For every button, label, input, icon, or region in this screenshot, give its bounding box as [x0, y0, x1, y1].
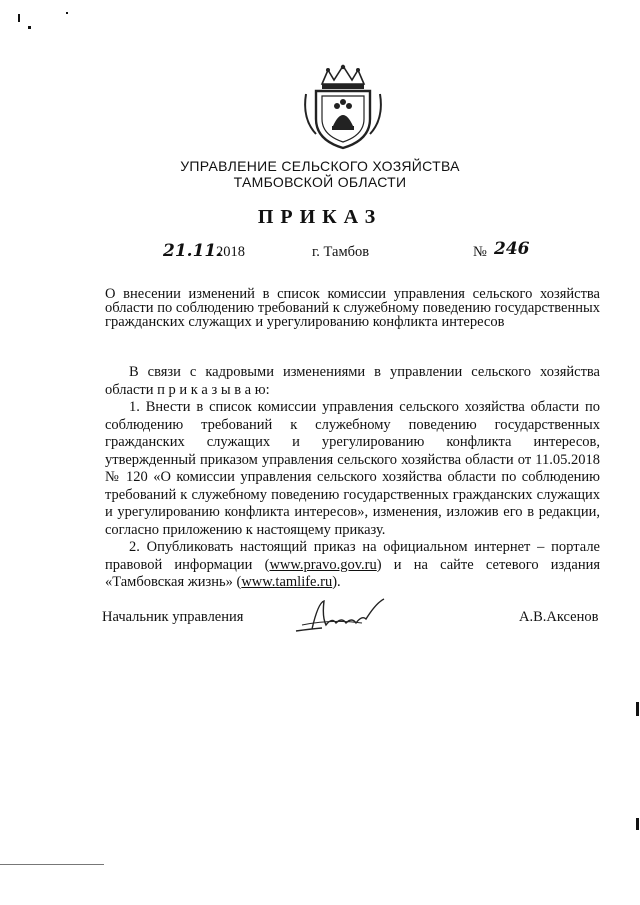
number-label: №	[473, 244, 487, 260]
document-year: 2018	[216, 244, 245, 260]
handwritten-date: 21.11.	[163, 241, 223, 261]
pravo-link[interactable]: www.pravo.gov.ru	[269, 556, 377, 573]
item-2	[105, 539, 600, 592]
intro-text: В связи с кадровыми изменениями в управлении сельского хозяйства области	[105, 364, 600, 398]
handwritten-number: 246	[494, 239, 530, 259]
scan-edge-mark	[636, 818, 639, 830]
handwritten-signature	[292, 595, 387, 635]
tamlife-link[interactable]: www.tamlife.ru	[241, 574, 333, 590]
order-word: п р и к а з ы в а ю:	[157, 381, 270, 398]
org-name-line1: УПРАВЛЕНИЕ СЕЛЬСКОГО ХОЗЯЙСТВА	[180, 158, 460, 174]
scan-speck	[18, 14, 20, 22]
footer-rule	[0, 864, 104, 865]
document-body	[105, 364, 600, 592]
scan-speck	[28, 26, 31, 29]
coat-of-arms-emblem	[300, 64, 386, 150]
item-2-end: ).	[332, 574, 341, 590]
document-title: ПРИКАЗ	[257, 206, 383, 228]
intro-paragraph	[105, 364, 600, 399]
signatory-role: Начальник управления	[102, 609, 244, 625]
item-2-text: 2. Опубликовать настоящий приказ на официальном интернет – портале правовой информации (	[105, 539, 600, 573]
document-city: г. Тамбов	[312, 244, 370, 260]
item-2-middle: ) и на сайте сетевого издания «Тамбовская жизнь» (	[105, 556, 601, 590]
org-name-line2: ТАМБОВСКОЙ ОБЛАСТИ	[233, 174, 407, 190]
item-1: 1. Внести в список комиссии управления сельского хозяйства области по соблюдению требований к служебному поведению государственных гражданских служащих и урегулированию конфликта интересов, утвержденный приказом управления сельского хозяйства области от 11.05.2018 № 120 «О комиссии управления сельского хозяйства области по соблюдению требований к служебному поведению государственных гражданских служащих и урегулированию конфликта интересов», изменения, изложив его в редакции, согласно приложению к настоящему приказу.	[105, 399, 600, 538]
scan-speck	[66, 12, 68, 14]
document-subject: О внесении изменений в список комиссии управления сельского хозяйства области по соблюдению требований к служебному поведению государственных гражданских служащих и урегулированию конфликта интересов	[105, 286, 600, 330]
signatory-name: А.В.Аксенов	[519, 609, 599, 625]
scan-edge-mark	[636, 702, 639, 716]
